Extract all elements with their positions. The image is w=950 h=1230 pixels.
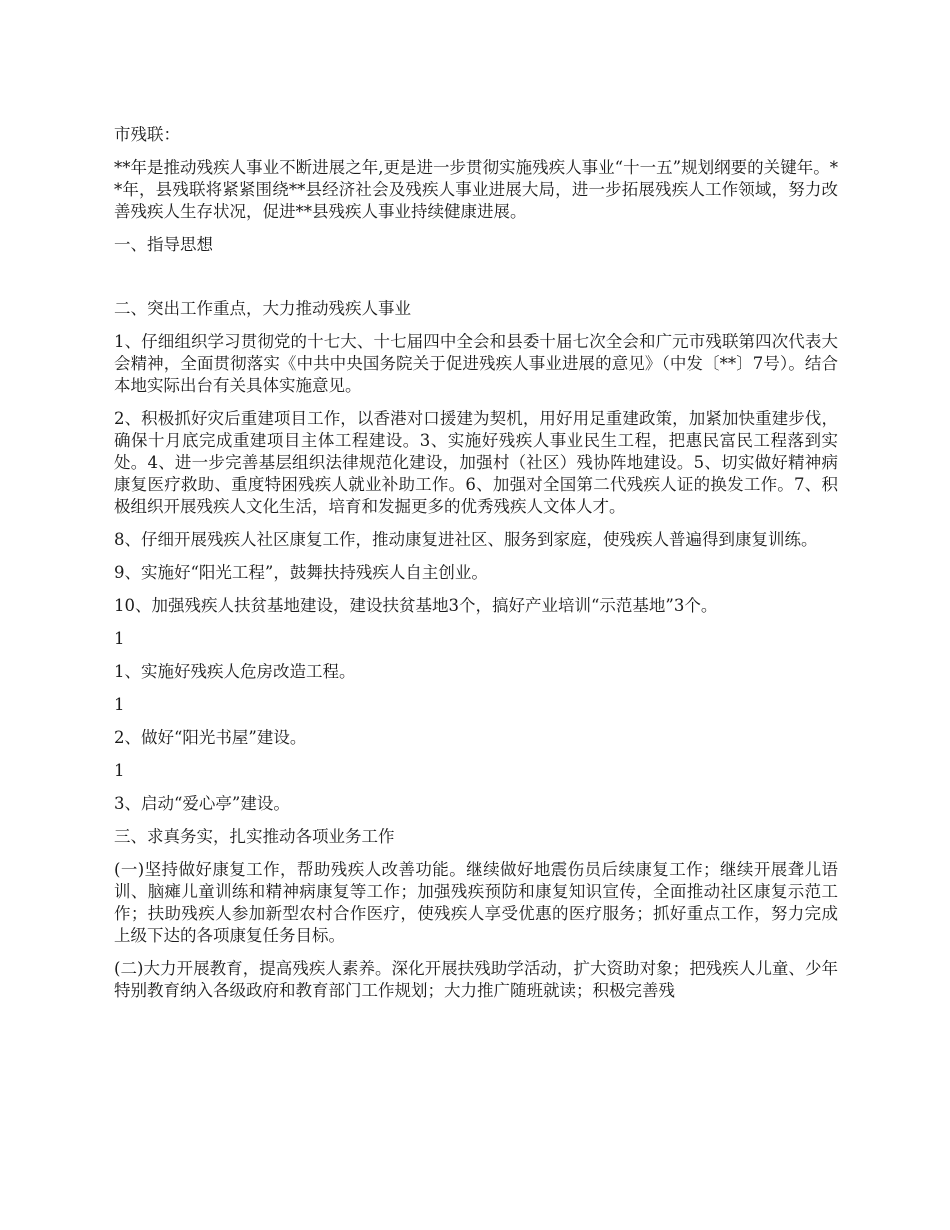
blank-spacer (114, 267, 838, 298)
document-body (114, 124, 838, 1013)
item-8-paragraph: 8、仔细开展残疾人社区康复工作，推动康复进社区、服务到家庭，使残疾人普遍得到康复训练。 (114, 530, 818, 549)
item-1-paragraph: 1、仔细组织学习贯彻党的十七大、十七届四中全会和县委十届七次全会和广元市残联第四次代表大会精神，全面贯彻落实《中共中央国务院关于促进残疾人事业进展的意见》（中发〔**〕7号）。结合本地实际出台有关具体实施意见。 (114, 332, 838, 395)
part-2-education-paragraph: (二)大力开展教育，提高残疾人素养。深化开展扶残助学活动，扩大资助对象；把残疾人儿童、少年特别教育纳入各级政府和教育部门工作规划；大力推广随班就读；积极完善残 (114, 959, 838, 1000)
numeral-line: 1 (114, 629, 125, 648)
numeral-line: 1 (114, 761, 125, 780)
salutation: 市残联： (114, 125, 180, 144)
item-10-paragraph: 10、加强残疾人扶贫基地建设，建设扶贫基地3个，搞好产业培训“示范基地”3个。 (114, 596, 718, 615)
items-2-7-paragraph: 2、积极抓好灾后重建项目工作，以香港对口援建为契机，用好用足重建政策，加紧加快重建步伐，确保十月底完成重建项目主体工程建设。3、实施好残疾人事业民生工程，把惠民富民工程落到实处。4、进一步完善基层组织法律规范化建设，加强村（社区）残协阵地建设。5、切实做好精神病康复医疗救助、重度特困残疾人就业补助工作。6、加强对全国第二代残疾人证的换发工作。7、积极组织开展残疾人文化生活，培育和发掘更多的优秀残疾人文体人才。 (114, 409, 838, 516)
part-1-rehabilitation-paragraph: (一)坚持做好康复工作，帮助残疾人改善功能。继续做好地震伤员后续康复工作；继续开展聋儿语训、脑瘫儿童训练和精神病康复等工作；加强残疾预防和康复知识宣传，全面推动社区康复示范工作；扶助残疾人参加新型农村合作医疗，使残疾人享受优惠的医疗服务；抓好重点工作，努力完成上级下达的各项康复任务目标。 (114, 860, 838, 945)
sub-item-1: 1、实施好残疾人危房改造工程。 (114, 662, 356, 681)
sub-item-3: 3、启动“爱心亭”建设。 (114, 794, 290, 813)
section-heading-practical-work: 三、求真务实，扎实推动各项业务工作 (114, 827, 395, 846)
section-heading-key-work: 二、突出工作重点，大力推动残疾人事业 (114, 299, 411, 318)
intro-paragraph: **年是推动残疾人事业不断进展之年,更是进一步贯彻实施残疾人事业“十一五”规划纲要的关键年。**年，县残联将紧紧围绕**县经济社会及残疾人事业进展大局，进一步拓展残疾人工作领域，努力改善残疾人生存状况，促进**县残疾人事业持续健康进展。 (114, 158, 838, 221)
section-heading-guiding-thought: 一、指导思想 (114, 235, 213, 254)
sub-item-2: 2、做好“阳光书屋”建设。 (114, 728, 307, 747)
item-9-paragraph: 9、实施好“阳光工程”，鼓舞扶持残疾人自主创业。 (114, 563, 488, 582)
numeral-line: 1 (114, 695, 125, 714)
